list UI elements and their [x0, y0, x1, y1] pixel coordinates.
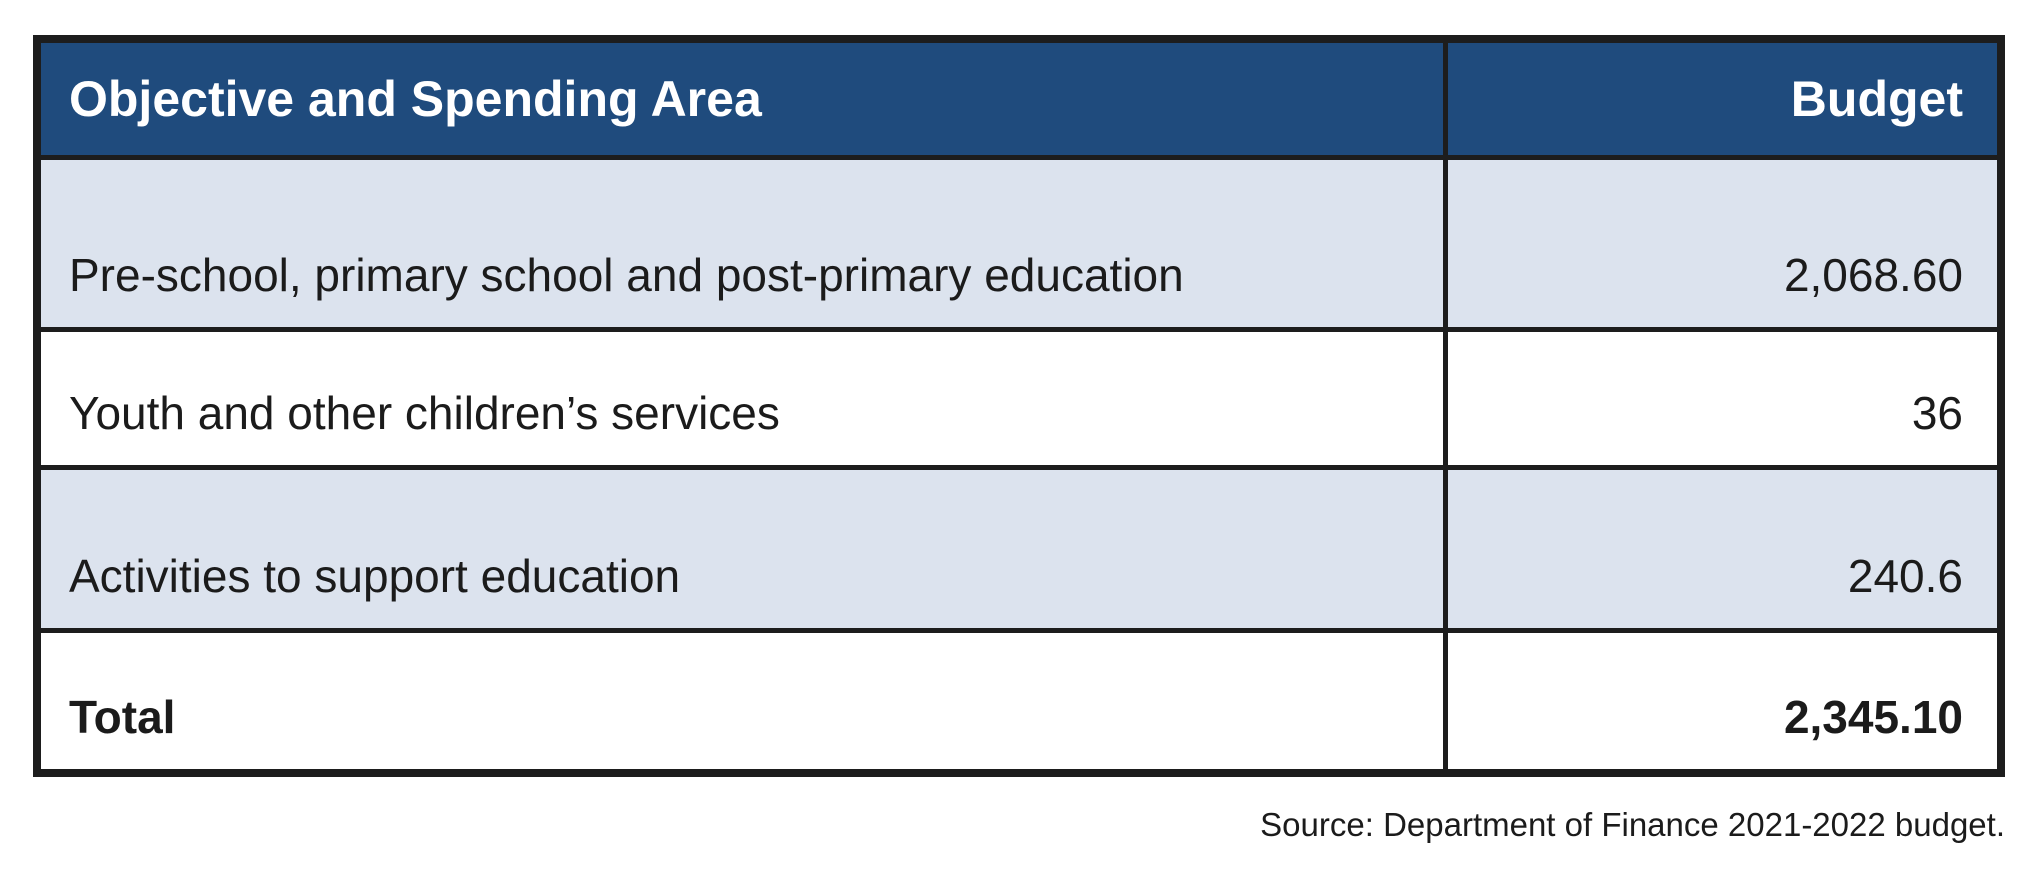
row-label: Pre-school, primary school and post-primary education: [69, 249, 1184, 302]
row-value: 240.6: [1847, 550, 1963, 603]
row-value-cell: [1443, 332, 1997, 465]
row-value-cell: [1443, 470, 1997, 628]
row-label-cell: [41, 332, 1443, 465]
row-label-cell: [41, 160, 1443, 327]
header-cell-objective: [41, 43, 1443, 155]
source-note: Source: Department of Finance 2021-2022 budget.: [1260, 806, 2005, 843]
header-cell-budget: [1443, 43, 1997, 155]
budget-table: [33, 35, 2005, 777]
row-value: 36: [1911, 387, 1963, 440]
total-value: 2,345.10: [1783, 691, 1963, 744]
row-label: Activities to support education: [69, 550, 681, 603]
row-label-cell: [41, 470, 1443, 628]
header-budget-label: Budget: [1790, 70, 1963, 127]
total-label-cell: [41, 633, 1443, 769]
row-label: Youth and other children’s services: [69, 387, 780, 440]
row-value-cell: [1443, 160, 1997, 327]
total-value-cell: [1443, 633, 1997, 769]
table-row: [41, 332, 1997, 470]
table-row: [41, 470, 1997, 633]
total-label: Total: [69, 691, 176, 744]
table-header-row: [41, 43, 1997, 160]
row-value: 2,068.60: [1783, 249, 1963, 302]
header-objective-label: Objective and Spending Area: [69, 70, 762, 127]
table-row-total: [41, 633, 1997, 769]
table-row: [41, 160, 1997, 332]
